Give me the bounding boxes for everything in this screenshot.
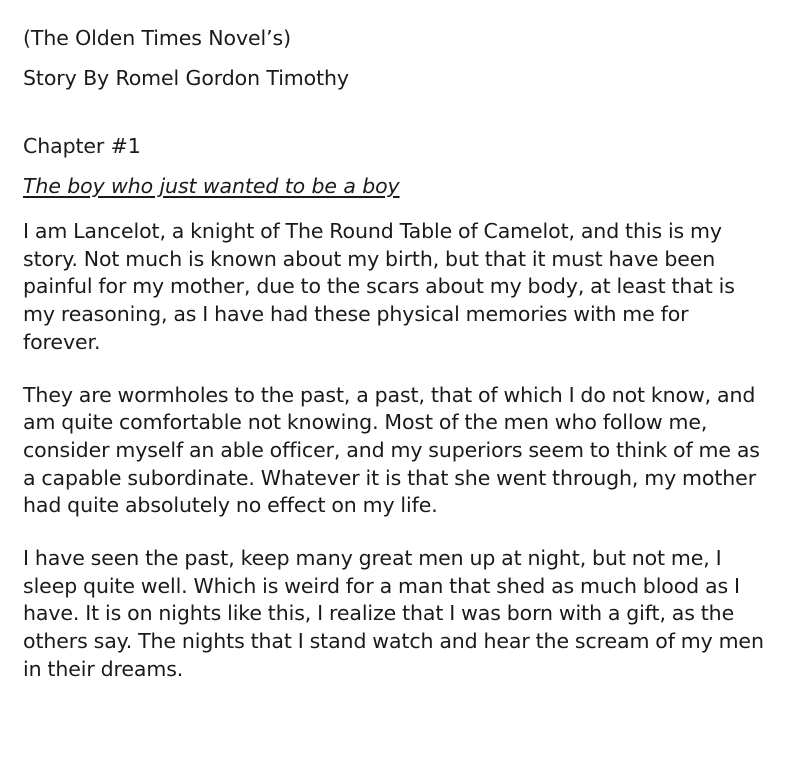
author-byline: Story By Romel Gordon Timothy (23, 66, 349, 90)
paragraph-1: I am Lancelot, a knight of The Round Table of Camelot, and this is my story. Not much is known about my birth, but that it must have been painful for my mother, due to the scars about my body, at least that is my reasoning, as I have had these physical memories with me for forever. (23, 219, 735, 354)
document-page (23, 24, 768, 709)
series-title: (The Olden Times Novel’s) (23, 26, 291, 50)
paragraph-3: I have seen the past, keep many great men up at night, but not me, I sleep quite well. Which is weird for a man that shed as much blood as I have. It is on nights like this, I realize that I was born with a gift, as the others say. The nights that I stand watch and hear the scream of my men in their dreams. (23, 546, 764, 681)
chapter-title: The boy who just wanted to be a boy (23, 174, 400, 198)
chapter-number: Chapter #1 (23, 134, 141, 158)
paragraph-2: They are wormholes to the past, a past, that of which I do not know, and am quite comfortable not knowing. Most of the men who follow me, consider myself an able officer, and my superiors seem to think of me as a capable subordinate. Whatever it is that she went through, my mother had quite absolutely no effect on my life. (23, 382, 760, 518)
